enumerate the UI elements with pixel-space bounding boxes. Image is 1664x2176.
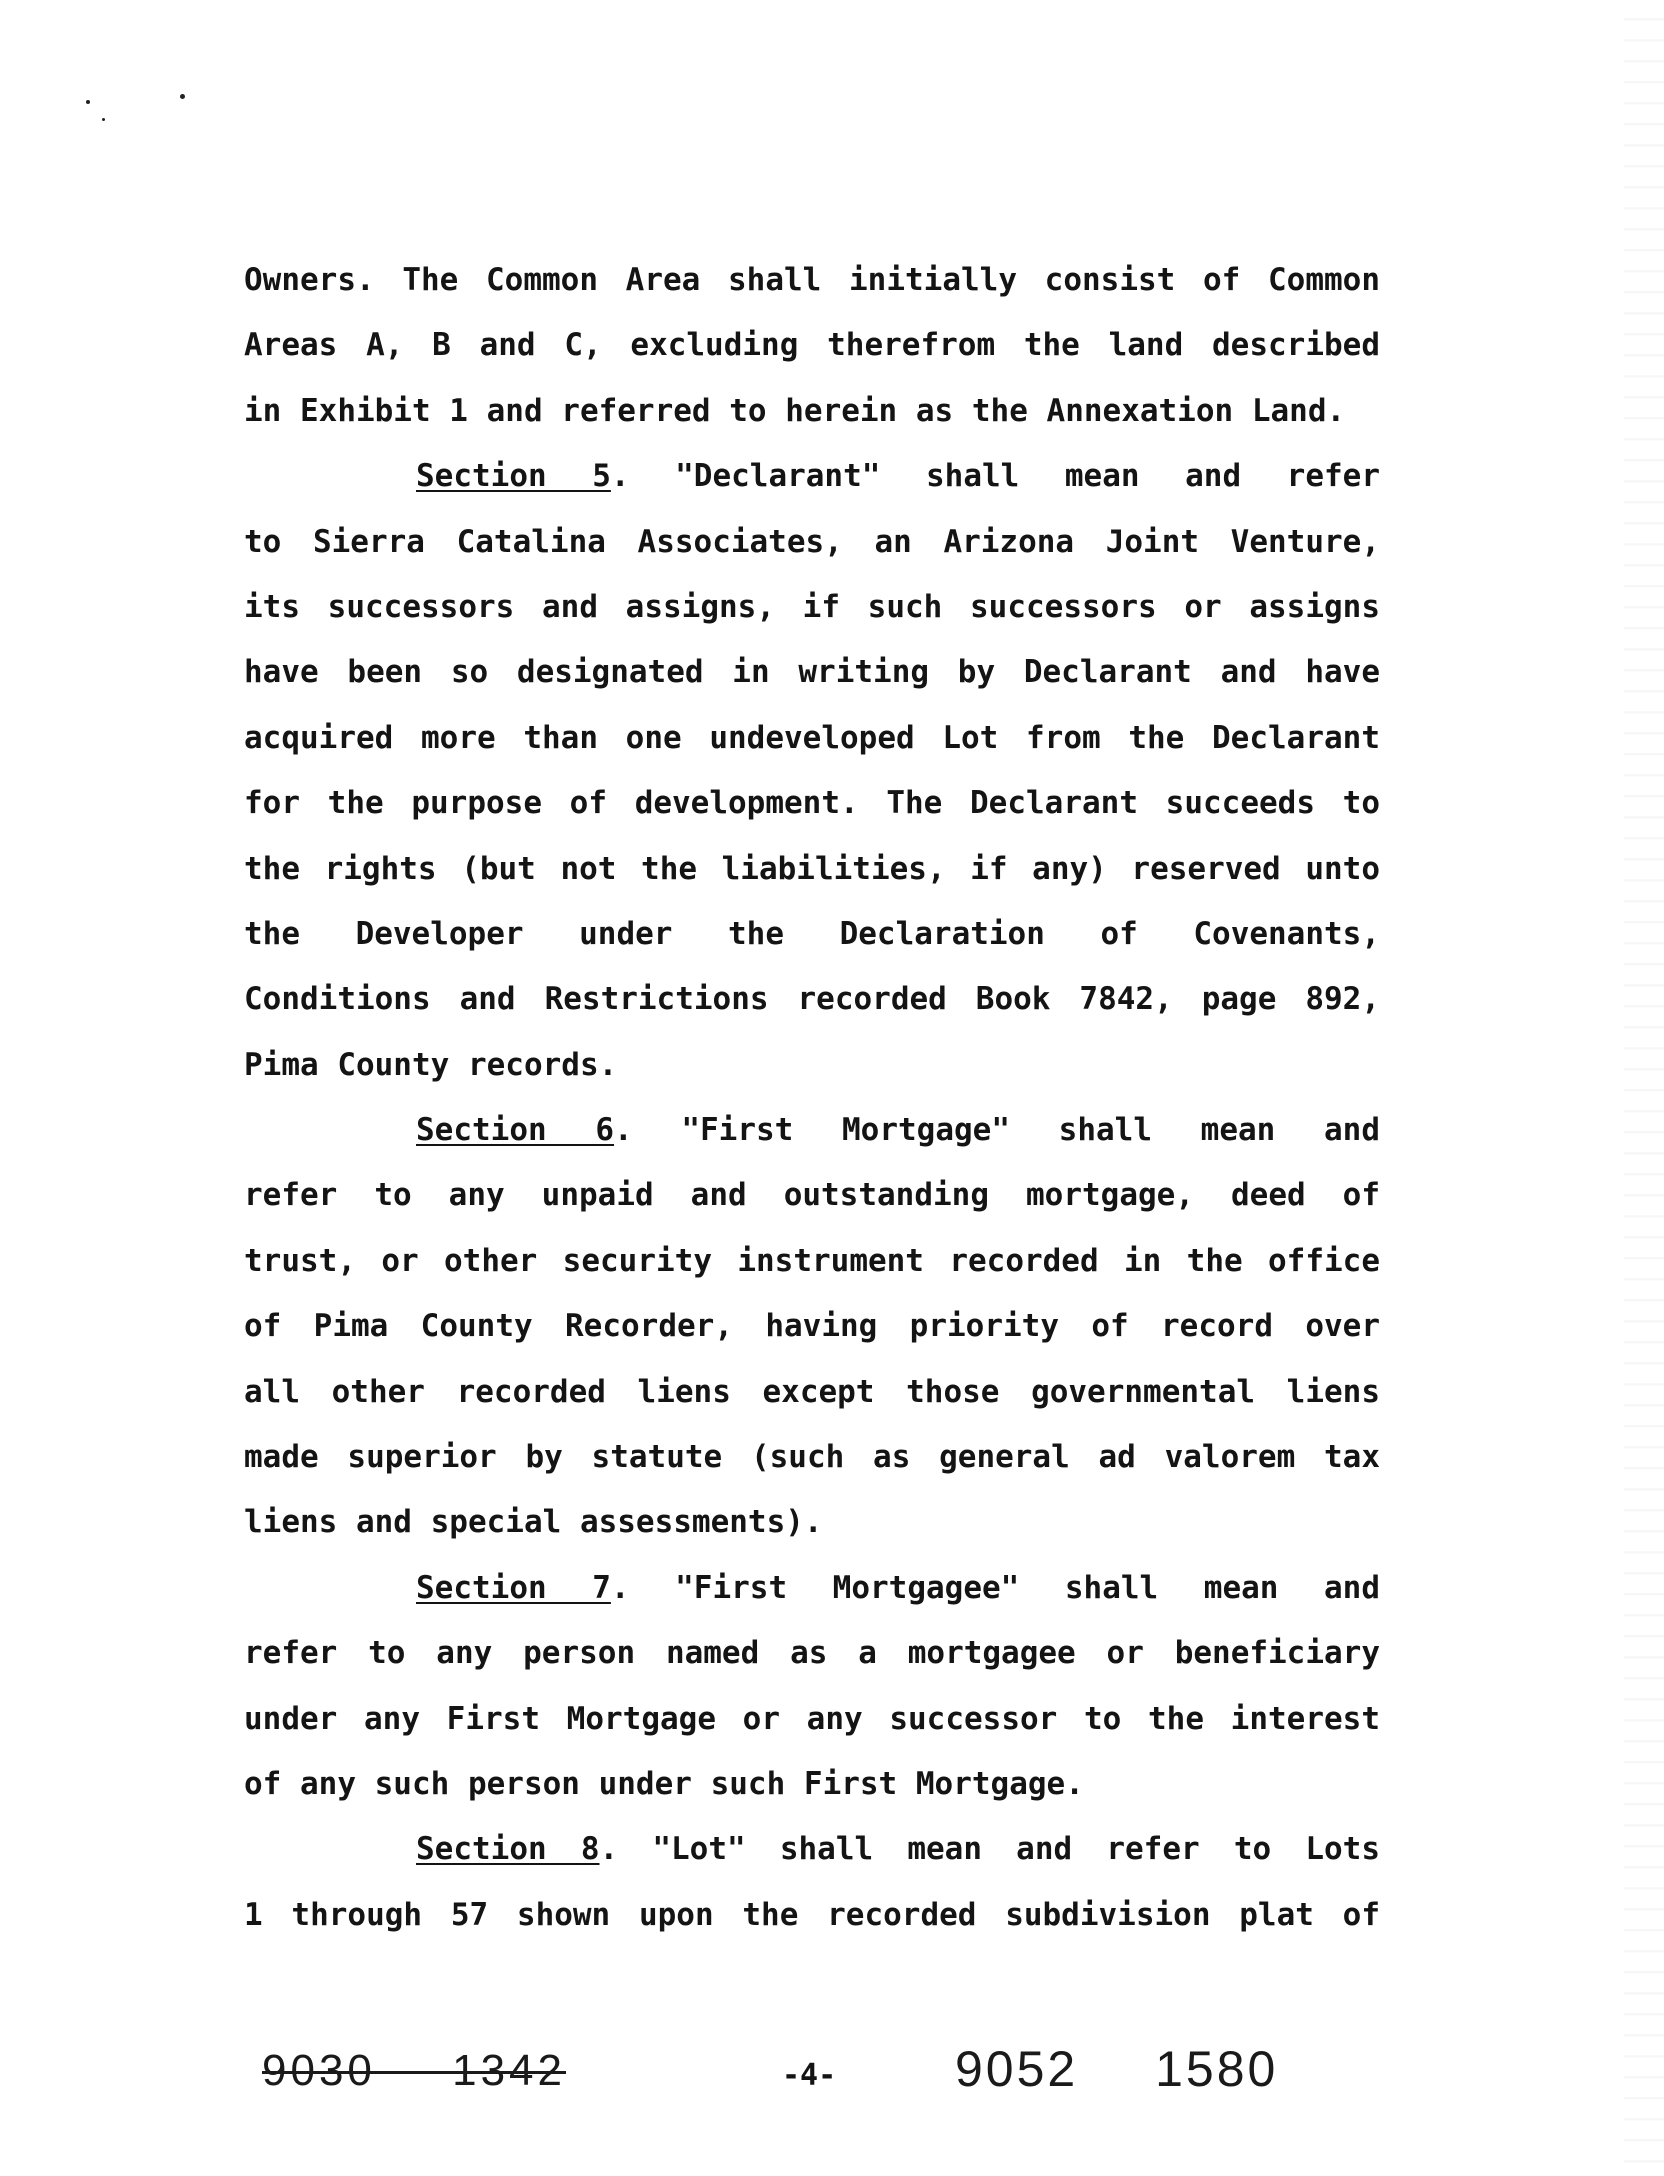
scan-edge-noise: [1624, 0, 1664, 2176]
section-label: Section 7: [416, 1569, 611, 1606]
text-line: liens and special assessments).: [244, 1504, 823, 1541]
text-line: made superior by statute (such as general ad valorem tax: [244, 1439, 1380, 1476]
text-line: to Sierra Catalina Associates, an Arizona Joint Venture,: [244, 523, 1380, 560]
scan-speck: [180, 94, 185, 99]
text-line: the Developer under the Declaration of Covenants,: [244, 915, 1380, 952]
text-line: all other recorded liens except those governmental liens: [244, 1373, 1380, 1410]
section-heading-line: Section 7. "First Mortgagee" shall mean and: [416, 1569, 1380, 1606]
recording-stamp-number: 9052 1580: [955, 2041, 1279, 2097]
page-number: -4-: [782, 2058, 837, 2093]
text-line: of Pima County Recorder, having priority of record over: [244, 1308, 1380, 1345]
text-line: Pima County records.: [244, 1046, 618, 1083]
text-line: Conditions and Restrictions recorded Book 7842, page 892,: [244, 981, 1380, 1018]
section-label: Section 8: [416, 1831, 600, 1868]
text-line: under any First Mortgage or any successor to the interest: [244, 1700, 1380, 1737]
text-line: Areas A, B and C, excluding therefrom the land described: [244, 327, 1380, 364]
text-line: of any such person under such First Mortgage.: [244, 1765, 1084, 1802]
text-line: the rights (but not the liabilities, if any) reserved unto: [244, 850, 1380, 887]
text-line: refer to any unpaid and outstanding mortgage, deed of: [244, 1177, 1380, 1214]
document-body: [244, 248, 1380, 1948]
section-heading-line: Section 6. "First Mortgage" shall mean and: [416, 1112, 1380, 1149]
section-heading-line: Section 8. "Lot" shall mean and refer to Lots: [416, 1831, 1380, 1868]
text-line: 1 through 57 shown upon the recorded subdivision plat of: [244, 1896, 1380, 1933]
section-label: Section 5: [416, 458, 611, 495]
scan-speck: [86, 100, 90, 104]
text-line: refer to any person named as a mortgagee or beneficiary: [244, 1635, 1380, 1672]
page-footer: [0, 2041, 1664, 2126]
text-line: for the purpose of development. The Declarant succeeds to: [244, 785, 1380, 822]
text-line: acquired more than one undeveloped Lot from the Declarant: [244, 719, 1380, 756]
text-line: have been so designated in writing by Declarant and have: [244, 654, 1380, 691]
text-line: trust, or other security instrument recorded in the office: [244, 1242, 1380, 1279]
struck-recording-number: 9030 1342: [262, 2046, 566, 2095]
text-line: in Exhibit 1 and referred to herein as the Annexation Land.: [244, 392, 1346, 429]
text-line: its successors and assigns, if such successors or assigns: [244, 588, 1380, 625]
section-heading-line: Section 5. "Declarant" shall mean and refer: [416, 458, 1380, 495]
section-label: Section 6: [416, 1112, 614, 1149]
scan-speck: [102, 118, 105, 121]
text-line: Owners. The Common Area shall initially consist of Common: [244, 262, 1380, 298]
